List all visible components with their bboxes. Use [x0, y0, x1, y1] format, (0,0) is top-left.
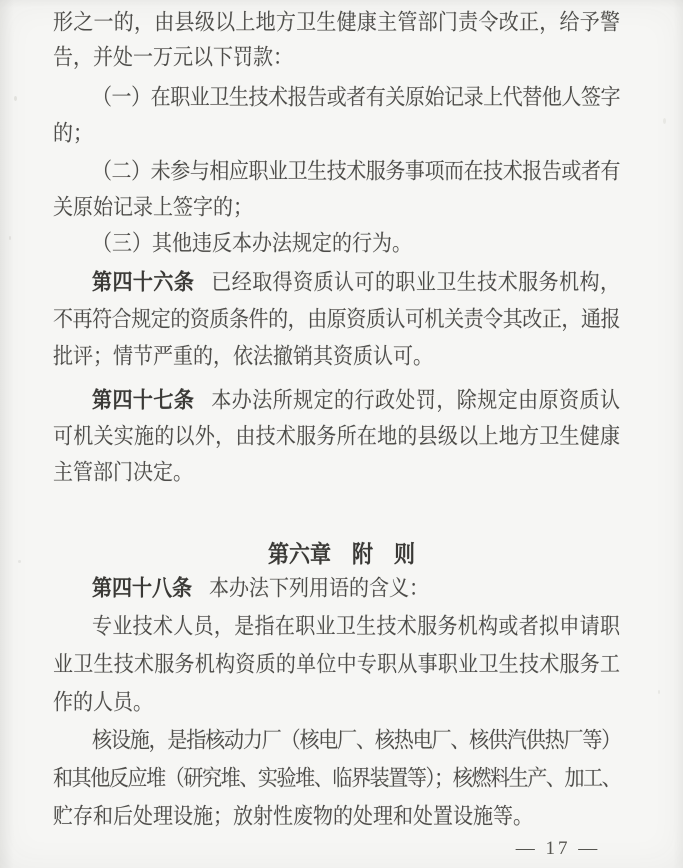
- article-text: 本办法所规定的行政处罚，除规定由原资质认: [211, 388, 621, 413]
- chapter-heading: 第六章 附 则: [268, 540, 415, 568]
- article-text: 本办法下列用语的含义：: [209, 576, 429, 601]
- text-line: 的；: [53, 121, 93, 146]
- text-line: 不再符合规定的资质条件的，由原资质认可机关责令其改正，通报: [53, 307, 620, 332]
- scan-speck: [658, 690, 660, 694]
- text-line: （三）其他违反本办法规定的行为。: [92, 231, 412, 256]
- scan-speck: [663, 118, 666, 124]
- text-line: 作的人员。: [53, 690, 153, 715]
- article-number: 第四十六条: [92, 270, 195, 295]
- article-number: 第四十八条: [92, 576, 192, 601]
- article-line: [53, 386, 620, 415]
- text-line: （二）未参与相应职业卫生技术服务事项而在技术报告或者有: [92, 159, 620, 184]
- text-line: 主管部门决定。: [53, 460, 193, 485]
- text-line: 告，并处一万元以下罚款：: [53, 45, 293, 70]
- text-line: 可机关实施的以外，由技术服务所在地的县级以上地方卫生健康: [53, 424, 620, 449]
- text-line: 批评；情节严重的，依法撤销其资质认可。: [53, 344, 433, 369]
- text-line: 核设施，是指核动力厂（核电厂、核热电厂、核供汽供热厂等）: [92, 728, 620, 753]
- text-line: 形之一的，由县级以上地方卫生健康主管部门责令改正，给予警: [53, 10, 620, 35]
- page-number: — 17 —: [515, 838, 601, 859]
- article-number: 第四十七条: [92, 388, 195, 413]
- text-line: 关原始记录上签字的；: [53, 195, 253, 220]
- scan-speck: [14, 96, 17, 101]
- text-line: （一）在职业卫生技术报告或者有关原始记录上代替他人签字: [92, 85, 620, 110]
- article-line: [53, 268, 620, 297]
- scan-speck: [9, 236, 11, 240]
- text-line: 专业技术人员，是指在职业卫生技术服务机构或者拟申请职: [92, 614, 620, 639]
- article-line: [53, 574, 620, 603]
- text-line: 和其他反应堆（研究堆、实验堆、临界装置等）；核燃料生产、加工、: [53, 766, 620, 791]
- text-line: 业卫生技术服务机构资质的单位中专职从事职业卫生技术服务工: [53, 652, 620, 677]
- article-text: 已经取得资质认可的职业卫生技术服务机构，: [211, 270, 621, 295]
- scan-speck: [18, 560, 21, 563]
- text-line: 贮存和后处理设施；放射性废物的处理和处置设施等。: [53, 804, 533, 829]
